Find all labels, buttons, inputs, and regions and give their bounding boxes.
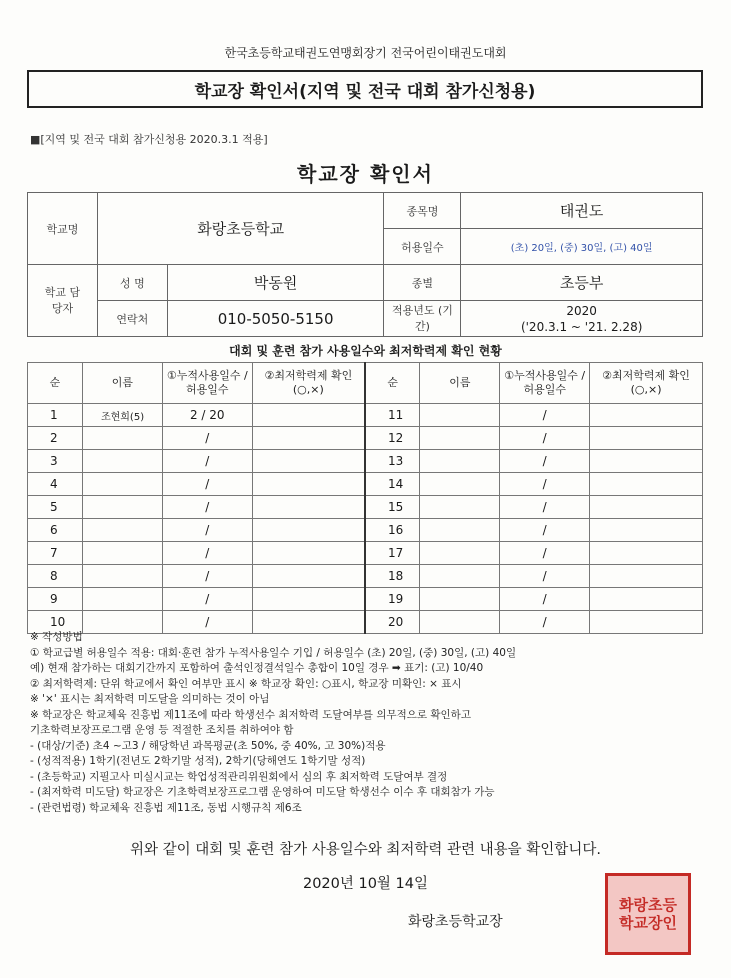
period-value: ('20.3.1 ~ '21. 2.28) — [520, 319, 643, 334]
instruction-line: - (성적적용) 1학기(전년도 2학기말 성적), 2학기(당해연도 1학기말 성적) — [30, 755, 366, 767]
row-check-right — [590, 519, 703, 542]
table-row — [28, 542, 703, 565]
row-no: 10 — [28, 611, 83, 634]
col-check-right: ②최저학력제 확인(○,×) — [590, 363, 703, 404]
row-days-right: / — [500, 542, 590, 565]
instructions — [30, 630, 710, 816]
row-no-right: 15 — [365, 496, 420, 519]
row-days: / — [162, 588, 252, 611]
col-name: 이름 — [82, 363, 162, 404]
form-title: 학교장 확인서(지역 및 전국 대회 참가신청용) — [194, 81, 536, 102]
row-check-right — [590, 473, 703, 496]
table-row — [28, 427, 703, 450]
row-name — [82, 496, 162, 519]
row-name-right — [420, 404, 500, 427]
row-check — [252, 542, 365, 565]
instruction-line: ② 최저학력제: 단위 학교에서 확인 여부만 표시 ※ 학교장 확인: ○표시, 학교장 미확인: × 표시 — [30, 677, 462, 690]
row-no: 5 — [28, 496, 83, 519]
row-no-right: 17 — [365, 542, 420, 565]
row-check-right — [590, 496, 703, 519]
row-days: / — [162, 473, 252, 496]
row-days: / — [162, 542, 252, 565]
row-no: 2 — [28, 427, 83, 450]
row-no: 8 — [28, 565, 83, 588]
col-no-right: 순 — [365, 363, 420, 404]
row-days: / — [162, 519, 252, 542]
row-days-right: / — [500, 450, 590, 473]
row-days: / — [162, 611, 252, 634]
table-row — [28, 496, 703, 519]
row-days-right: / — [500, 404, 590, 427]
row-no-right: 20 — [365, 611, 420, 634]
table-row — [28, 519, 703, 542]
row-no: 4 — [28, 473, 83, 496]
instruction-line: ① 학교급별 허용일수 적용: 대회·훈련 참가 누적사용일수 기입 / 허용일수 (초) 20일, (중) 30일, (고) 40일 — [30, 646, 517, 659]
instruction-line: ※ '×' 표시는 최저학력 미도달을 의미하는 것이 아님 — [30, 693, 270, 705]
applied-note: ■[지역 및 전국 대회 참가신청용 2020.3.1 적용] — [30, 133, 268, 146]
row-no-right: 18 — [365, 565, 420, 588]
row-name-right — [420, 542, 500, 565]
name-value: 박동원 — [167, 265, 384, 301]
event-label: 종목명 — [384, 193, 461, 229]
row-name — [82, 588, 162, 611]
row-name-right — [420, 427, 500, 450]
section-title: 대회 및 훈련 참가 사용일수와 최저학력제 확인 현황 — [229, 344, 502, 358]
row-check — [252, 404, 365, 427]
confirm-date: 2020년 10월 14일 — [302, 876, 429, 892]
row-days: / — [162, 496, 252, 519]
division-value: 초등부 — [461, 265, 703, 301]
row-days: / — [162, 427, 252, 450]
row-days-right: / — [500, 519, 590, 542]
division-label: 종별 — [384, 265, 461, 301]
page-title: 학교장 확인서 — [297, 162, 434, 186]
organization-name: 한국초등학교태권도연맹회장기 전국어린이태권도대회 — [224, 46, 507, 60]
row-check — [252, 588, 365, 611]
row-name-right — [420, 565, 500, 588]
table-row — [28, 450, 703, 473]
row-check-right — [590, 427, 703, 450]
records-header-row — [28, 363, 703, 404]
instruction-line: ※ 작성방법 — [30, 631, 83, 643]
row-no: 7 — [28, 542, 83, 565]
instruction-line: 예) 현재 참가하는 대회기간까지 포함하여 출석인정결석일수 총합이 10일 경우 ➡ 표기: (고) 10/40 — [30, 662, 484, 674]
year-cell — [461, 301, 703, 337]
instruction-line: ※ 학교장은 학교체육 진흥법 제11조에 따라 학생선수 최저학력 도달여부를 의무적으로 확인하고 — [30, 708, 471, 721]
instruction-line: 기초학력보장프로그램 운영 등 적절한 조치를 취하여야 함 — [30, 724, 294, 736]
row-days: / — [162, 565, 252, 588]
row-check — [252, 519, 365, 542]
form-title-box — [27, 70, 703, 108]
row-check-right — [590, 450, 703, 473]
manager-label: 학교 담당자 — [28, 265, 98, 337]
row-no: 9 — [28, 588, 83, 611]
row-name — [82, 519, 162, 542]
row-no-right: 13 — [365, 450, 420, 473]
row-days-right: / — [500, 565, 590, 588]
row-name-right — [420, 588, 500, 611]
col-days: ①누적사용일수 /허용일수 — [162, 363, 252, 404]
year-label: 적용년도 (기간) — [384, 301, 461, 337]
school-label: 학교명 — [28, 193, 98, 265]
row-name — [82, 473, 162, 496]
allowed-days-label: 허용일수 — [384, 229, 461, 265]
row-no-right: 11 — [365, 404, 420, 427]
row-no-right: 14 — [365, 473, 420, 496]
row-name-right — [420, 450, 500, 473]
year-value: 2020 — [566, 303, 597, 318]
row-check — [252, 450, 365, 473]
row-name-right — [420, 519, 500, 542]
row-name-right — [420, 473, 500, 496]
col-check: ②최저학력제 확인(○,×) — [252, 363, 365, 404]
row-check-right — [590, 542, 703, 565]
row-days-right: / — [500, 427, 590, 450]
instruction-line: - (관련법령) 학교체육 진흥법 제11조, 동법 시행규칙 제6조 — [30, 801, 302, 814]
row-name — [82, 450, 162, 473]
table-row — [28, 565, 703, 588]
row-check — [252, 565, 365, 588]
school-seal — [605, 873, 691, 955]
row-days: / — [162, 450, 252, 473]
row-no: 6 — [28, 519, 83, 542]
row-days: 2 / 20 — [162, 404, 252, 427]
row-no-right: 16 — [365, 519, 420, 542]
name-label: 성 명 — [97, 265, 167, 301]
row-name — [82, 565, 162, 588]
row-name — [82, 542, 162, 565]
info-table — [27, 192, 703, 337]
row-check — [252, 496, 365, 519]
instruction-line: - (최저학력 미도달) 학교장은 기초학력보장프로그램 운영하여 미도달 학생선수 이수 후 대회참가 가능 — [30, 786, 495, 798]
row-no: 1 — [28, 404, 83, 427]
row-days-right: / — [500, 611, 590, 634]
row-check-right — [590, 565, 703, 588]
principal-name: 화랑초등학교장 — [408, 914, 503, 930]
row-days-right: / — [500, 588, 590, 611]
seal-text: 화랑초등학교장인 — [619, 896, 677, 932]
table-row — [28, 404, 703, 427]
row-check-right — [590, 588, 703, 611]
row-check-right — [590, 404, 703, 427]
contact-value: 010-5050-5150 — [167, 301, 384, 337]
col-no: 순 — [28, 363, 83, 404]
row-name: 조현희(5) — [82, 404, 162, 427]
row-no: 3 — [28, 450, 83, 473]
instruction-line: - (대상/기준) 초4 ~고3 / 해당학년 과목평균(초 50%, 중 40%, 고 30%)적용 — [30, 739, 386, 752]
records-table — [27, 362, 703, 634]
col-days-right: ①누적사용일수 /허용일수 — [500, 363, 590, 404]
row-no-right: 19 — [365, 588, 420, 611]
confirm-text: 위와 같이 대회 및 훈련 참가 사용일수와 최저학력 관련 내용을 확인합니다. — [130, 842, 601, 858]
allowed-days-value: (초) 20일, (중) 30일, (고) 40일 — [461, 229, 703, 265]
row-check — [252, 427, 365, 450]
row-days-right: / — [500, 496, 590, 519]
event-value: 태권도 — [461, 193, 703, 229]
row-name — [82, 427, 162, 450]
row-no-right: 12 — [365, 427, 420, 450]
instruction-line: - (초등학교) 지필고사 미실시교는 학업성적관리위원회에서 심의 후 최저학력 도달여부 결정 — [30, 770, 448, 783]
table-row — [28, 473, 703, 496]
table-row — [28, 588, 703, 611]
row-days-right: / — [500, 473, 590, 496]
row-check — [252, 473, 365, 496]
row-name-right — [420, 496, 500, 519]
school-value: 화랑초등학교 — [97, 193, 384, 265]
col-name-right: 이름 — [420, 363, 500, 404]
contact-label: 연락처 — [97, 301, 167, 337]
